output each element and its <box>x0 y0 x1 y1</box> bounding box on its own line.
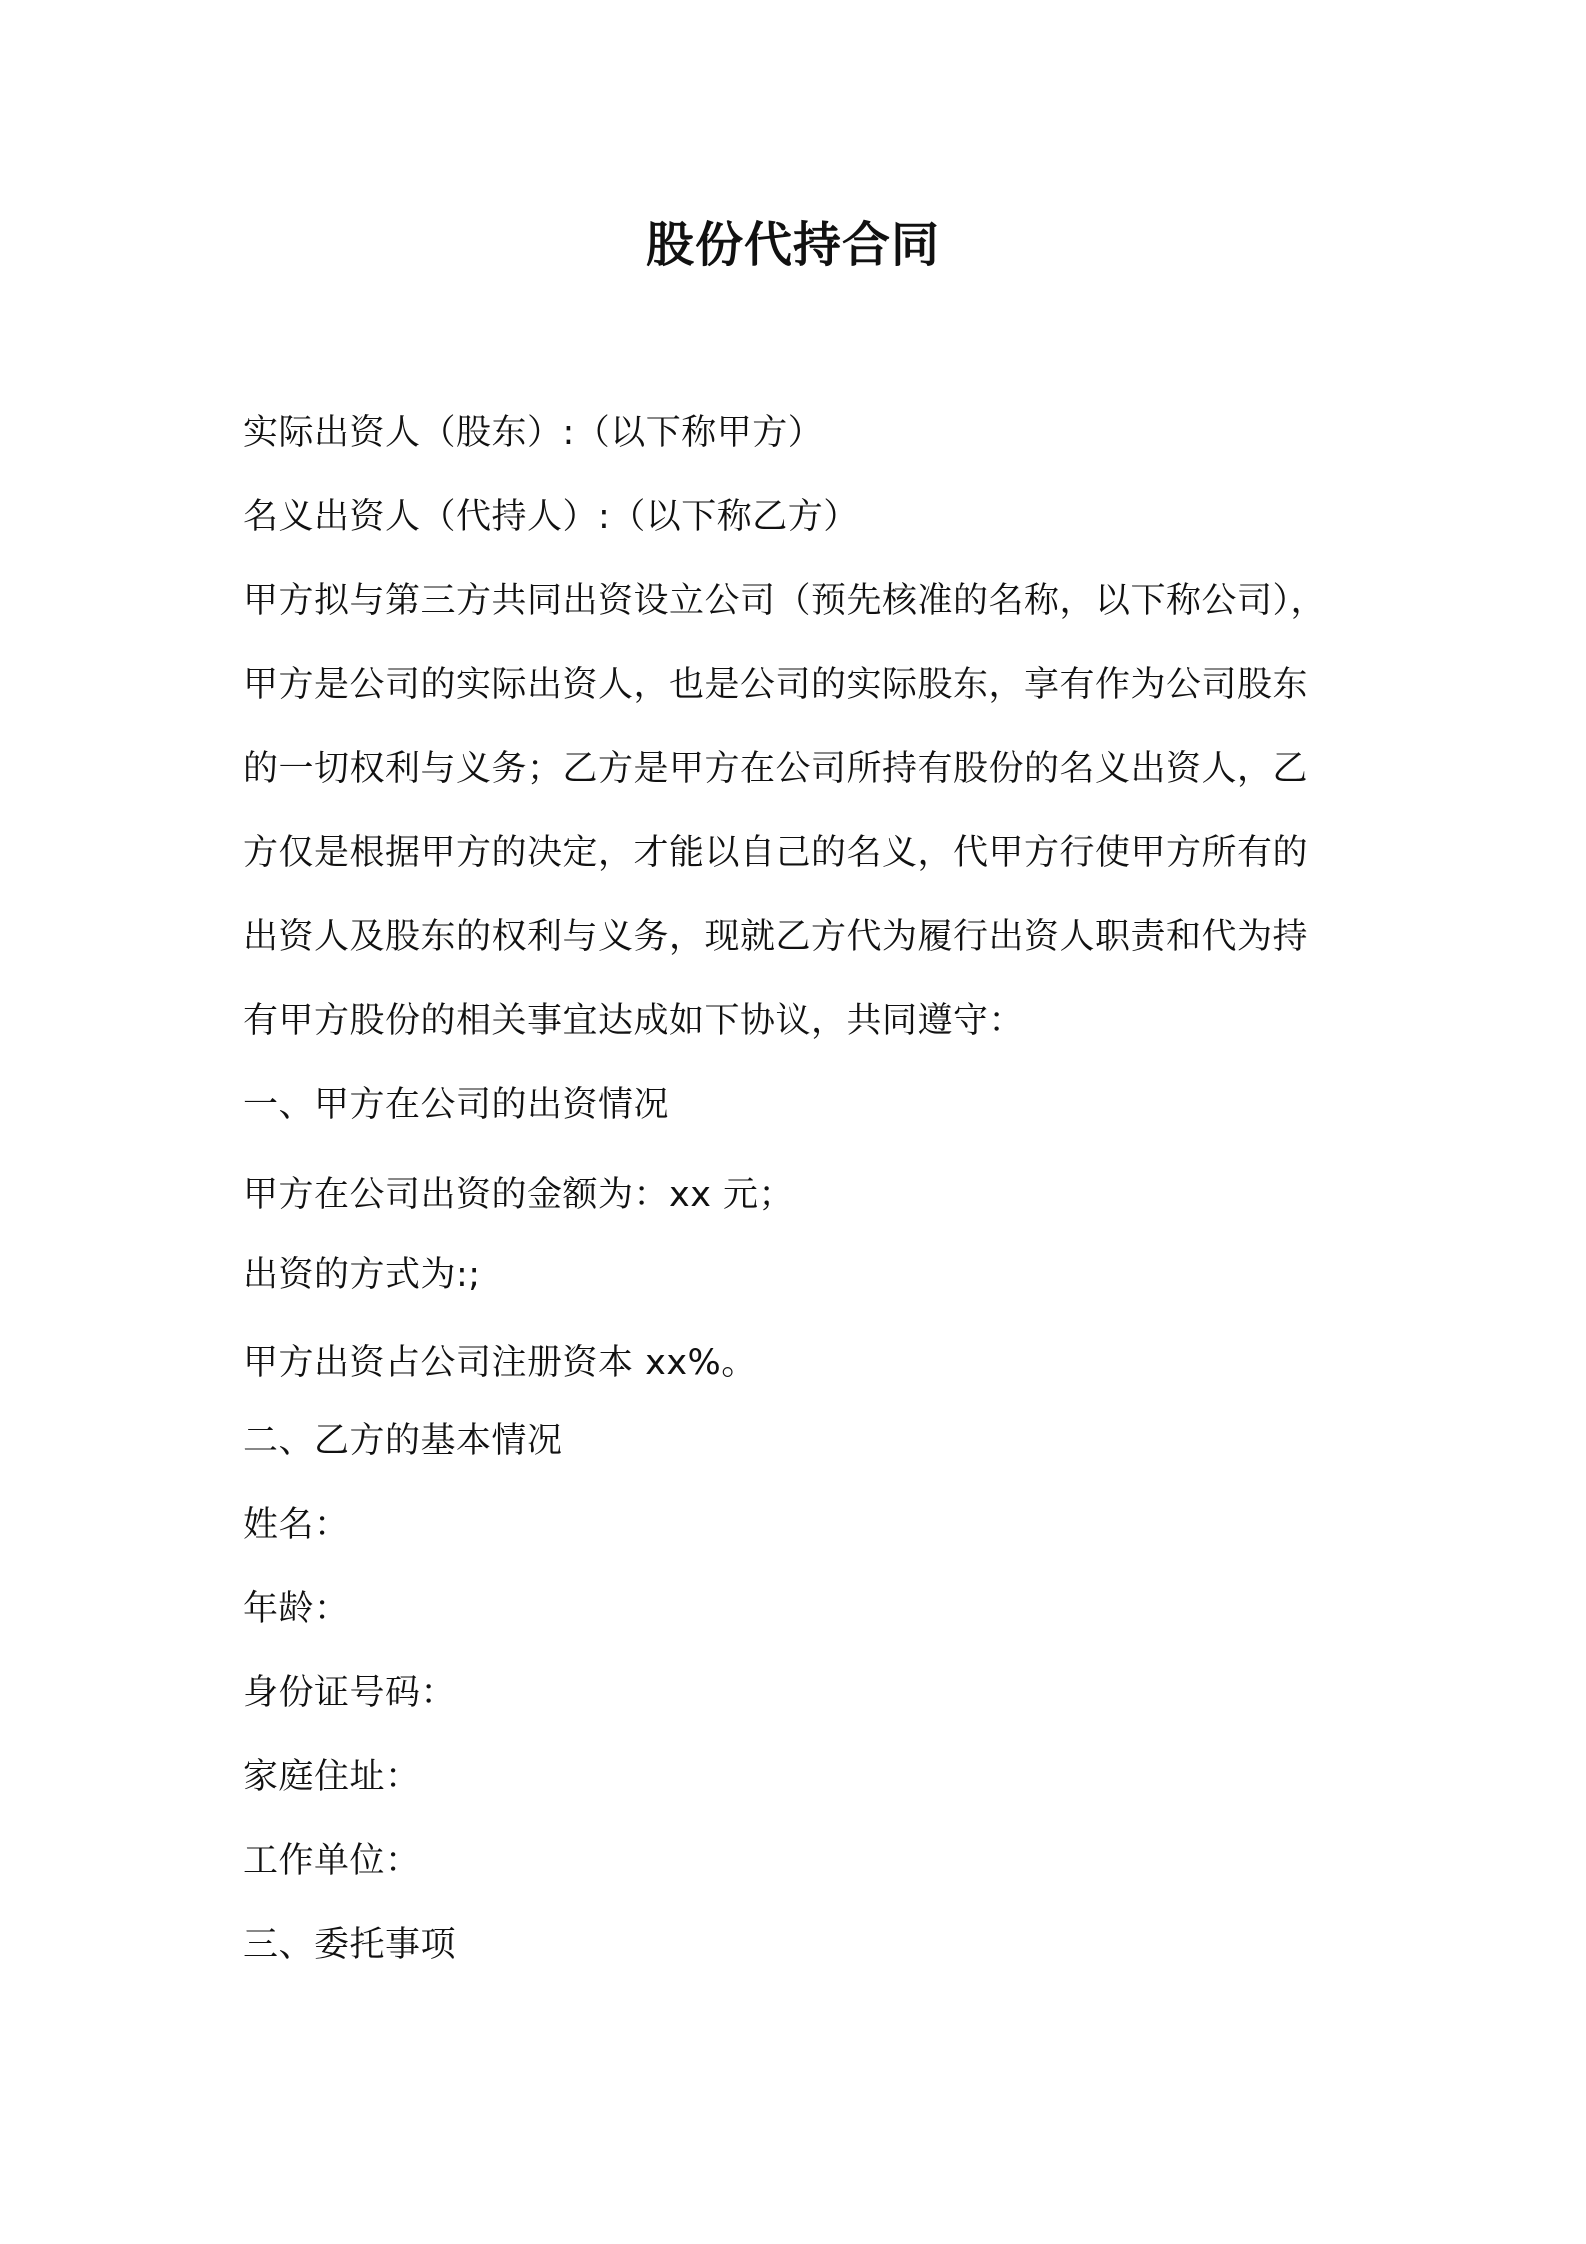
preamble-line-1: 甲方拟与第三方共同出资设立公司（预先核准的名称，以下称公司）， <box>243 581 1327 621</box>
preamble-line-3: 的一切权利与义务；乙方是甲方在公司所持有股份的名义出资人，乙 <box>243 749 1309 789</box>
party-b-age-field: 年龄： <box>243 1589 350 1629</box>
party-b-address-field: 家庭住址： <box>243 1757 421 1797</box>
preamble-line-2: 甲方是公司的实际出资人，也是公司的实际股东，享有作为公司股东 <box>243 665 1309 705</box>
investment-amount: 甲方在公司出资的金额为：xx 元； <box>243 1175 795 1215</box>
section-3-heading: 三、委托事项 <box>243 1925 457 1965</box>
party-b-line: 名义出资人（代持人）:（以下称乙方） <box>243 497 859 537</box>
section-1-heading: 一、甲方在公司的出资情况 <box>243 1085 670 1125</box>
preamble-line-4: 方仅是根据甲方的决定，才能以自己的名义，代甲方行使甲方所有的 <box>243 833 1309 873</box>
party-a-line: 实际出资人（股东）:（以下称甲方） <box>243 413 824 453</box>
investment-ratio: 甲方出资占公司注册资本 xx%。 <box>243 1343 757 1383</box>
section-2-heading: 二、乙方的基本情况 <box>243 1421 563 1461</box>
party-b-name-field: 姓名： <box>243 1505 350 1545</box>
party-b-id-field: 身份证号码： <box>243 1673 457 1713</box>
document-title: 股份代持合同 <box>645 217 940 273</box>
investment-method: 出资的方式为:; <box>243 1255 481 1295</box>
preamble-line-6: 有甲方股份的相关事宜达成如下协议，共同遵守： <box>243 1001 1025 1041</box>
party-b-work-unit-field: 工作单位： <box>243 1841 421 1881</box>
preamble-line-5: 出资人及股东的权利与义务，现就乙方代为履行出资人职责和代为持 <box>243 917 1309 957</box>
